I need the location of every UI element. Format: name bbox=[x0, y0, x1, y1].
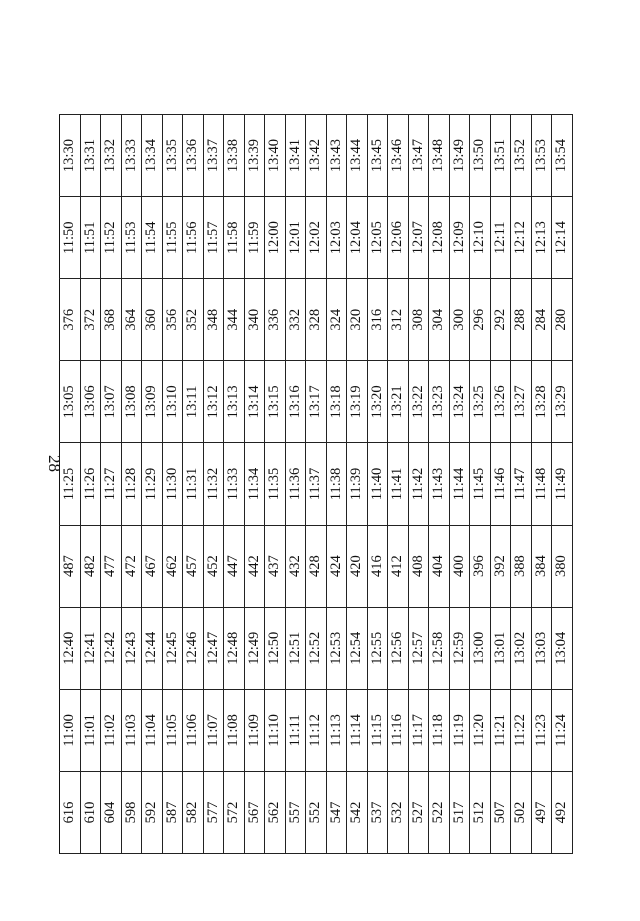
table-cell: 11:37 bbox=[306, 443, 327, 525]
table-cell: 12:58 bbox=[429, 607, 450, 689]
table-cell: 537 bbox=[367, 771, 388, 853]
table-cell: 316 bbox=[367, 279, 388, 361]
table-cell: 477 bbox=[101, 525, 122, 607]
table-cell: 11:30 bbox=[162, 443, 183, 525]
table-cell: 284 bbox=[531, 279, 552, 361]
table-cell: 11:14 bbox=[347, 689, 368, 771]
table-cell: 280 bbox=[552, 279, 573, 361]
table-cell: 13:12 bbox=[203, 361, 224, 443]
table-cell: 582 bbox=[183, 771, 204, 853]
table-cell: 11:50 bbox=[60, 197, 81, 279]
table-cell: 13:45 bbox=[367, 115, 388, 197]
table-cell: 12:02 bbox=[306, 197, 327, 279]
table-cell: 13:00 bbox=[470, 607, 491, 689]
table-row bbox=[347, 115, 368, 854]
table-cell: 462 bbox=[162, 525, 183, 607]
table-cell: 11:31 bbox=[183, 443, 204, 525]
table-cell: 577 bbox=[203, 771, 224, 853]
table-cell: 12:47 bbox=[203, 607, 224, 689]
table-row bbox=[449, 115, 470, 854]
table-row bbox=[429, 115, 450, 854]
table-cell: 11:48 bbox=[531, 443, 552, 525]
table-cell: 288 bbox=[511, 279, 532, 361]
table-row bbox=[80, 115, 101, 854]
table-cell: 11:00 bbox=[60, 689, 81, 771]
table-row bbox=[470, 115, 491, 854]
table-cell: 13:10 bbox=[162, 361, 183, 443]
table-row bbox=[285, 115, 306, 854]
table-cell: 352 bbox=[183, 279, 204, 361]
table-cell: 13:17 bbox=[306, 361, 327, 443]
table-cell: 12:09 bbox=[449, 197, 470, 279]
table-cell: 572 bbox=[224, 771, 245, 853]
table-cell: 13:48 bbox=[429, 115, 450, 197]
table-cell: 13:47 bbox=[408, 115, 429, 197]
table-cell: 11:57 bbox=[203, 197, 224, 279]
table-cell: 497 bbox=[531, 771, 552, 853]
table-row bbox=[511, 115, 532, 854]
table-cell: 13:46 bbox=[388, 115, 409, 197]
table-cell: 420 bbox=[347, 525, 368, 607]
table-cell: 467 bbox=[142, 525, 163, 607]
table-cell: 13:42 bbox=[306, 115, 327, 197]
table-cell: 12:57 bbox=[408, 607, 429, 689]
table-cell: 11:16 bbox=[388, 689, 409, 771]
table-cell: 12:59 bbox=[449, 607, 470, 689]
table-cell: 610 bbox=[80, 771, 101, 853]
table-cell: 11:39 bbox=[347, 443, 368, 525]
table-cell: 368 bbox=[101, 279, 122, 361]
table-row bbox=[490, 115, 511, 854]
table-cell: 13:06 bbox=[80, 361, 101, 443]
table-cell: 388 bbox=[511, 525, 532, 607]
table-cell: 12:10 bbox=[470, 197, 491, 279]
table-cell: 428 bbox=[306, 525, 327, 607]
table-row bbox=[531, 115, 552, 854]
table-cell: 13:04 bbox=[552, 607, 573, 689]
table-cell: 13:18 bbox=[326, 361, 347, 443]
table-cell: 11:05 bbox=[162, 689, 183, 771]
table-cell: 482 bbox=[80, 525, 101, 607]
table-cell: 616 bbox=[60, 771, 81, 853]
table-cell: 13:35 bbox=[162, 115, 183, 197]
table-cell: 11:49 bbox=[552, 443, 573, 525]
table-cell: 522 bbox=[429, 771, 450, 853]
table-cell: 11:01 bbox=[80, 689, 101, 771]
table-cell: 13:53 bbox=[531, 115, 552, 197]
table-cell: 11:33 bbox=[224, 443, 245, 525]
table-cell: 13:36 bbox=[183, 115, 204, 197]
table-row bbox=[162, 115, 183, 854]
table-cell: 532 bbox=[388, 771, 409, 853]
table-cell: 11:45 bbox=[470, 443, 491, 525]
table-cell: 13:22 bbox=[408, 361, 429, 443]
table-cell: 328 bbox=[306, 279, 327, 361]
table-cell: 11:53 bbox=[121, 197, 142, 279]
table-cell: 11:07 bbox=[203, 689, 224, 771]
table-cell: 308 bbox=[408, 279, 429, 361]
table-cell: 11:58 bbox=[224, 197, 245, 279]
table-cell: 13:31 bbox=[80, 115, 101, 197]
table-row bbox=[408, 115, 429, 854]
table-cell: 13:24 bbox=[449, 361, 470, 443]
table-cell: 12:11 bbox=[490, 197, 511, 279]
table-cell: 356 bbox=[162, 279, 183, 361]
table-row bbox=[306, 115, 327, 854]
table-cell: 552 bbox=[306, 771, 327, 853]
table-cell: 13:02 bbox=[511, 607, 532, 689]
table-row bbox=[224, 115, 245, 854]
table-cell: 384 bbox=[531, 525, 552, 607]
table-cell: 13:43 bbox=[326, 115, 347, 197]
table-cell: 13:52 bbox=[511, 115, 532, 197]
table-cell: 12:01 bbox=[285, 197, 306, 279]
table-cell: 11:44 bbox=[449, 443, 470, 525]
table-cell: 13:32 bbox=[101, 115, 122, 197]
table-cell: 304 bbox=[429, 279, 450, 361]
table-cell: 11:56 bbox=[183, 197, 204, 279]
table-row bbox=[326, 115, 347, 854]
table-cell: 12:07 bbox=[408, 197, 429, 279]
table-cell: 11:36 bbox=[285, 443, 306, 525]
table-cell: 11:04 bbox=[142, 689, 163, 771]
table-cell: 13:30 bbox=[60, 115, 81, 197]
table-cell: 13:13 bbox=[224, 361, 245, 443]
table-cell: 340 bbox=[244, 279, 265, 361]
table-cell: 11:18 bbox=[429, 689, 450, 771]
table-cell: 447 bbox=[224, 525, 245, 607]
table-cell: 12:13 bbox=[531, 197, 552, 279]
table-cell: 13:09 bbox=[142, 361, 163, 443]
table-cell: 11:15 bbox=[367, 689, 388, 771]
table-cell: 457 bbox=[183, 525, 204, 607]
table-cell: 11:32 bbox=[203, 443, 224, 525]
table-cell: 13:41 bbox=[285, 115, 306, 197]
table-cell: 11:28 bbox=[121, 443, 142, 525]
table-cell: 452 bbox=[203, 525, 224, 607]
table-cell: 11:03 bbox=[121, 689, 142, 771]
table-cell: 11:27 bbox=[101, 443, 122, 525]
table-cell: 12:42 bbox=[101, 607, 122, 689]
table-cell: 11:46 bbox=[490, 443, 511, 525]
table-cell: 11:41 bbox=[388, 443, 409, 525]
table-cell: 598 bbox=[121, 771, 142, 853]
table-cell: 324 bbox=[326, 279, 347, 361]
table-cell: 12:45 bbox=[162, 607, 183, 689]
table-row bbox=[367, 115, 388, 854]
table-cell: 13:11 bbox=[183, 361, 204, 443]
table-cell: 376 bbox=[60, 279, 81, 361]
table-cell: 432 bbox=[285, 525, 306, 607]
table-cell: 13:15 bbox=[265, 361, 286, 443]
table-row bbox=[121, 115, 142, 854]
table-cell: 11:13 bbox=[326, 689, 347, 771]
table-cell: 11:22 bbox=[511, 689, 532, 771]
table-row bbox=[60, 115, 81, 854]
table-cell: 312 bbox=[388, 279, 409, 361]
table-cell: 13:34 bbox=[142, 115, 163, 197]
table-cell: 13:25 bbox=[470, 361, 491, 443]
table-cell: 557 bbox=[285, 771, 306, 853]
table-cell: 517 bbox=[449, 771, 470, 853]
table-cell: 13:05 bbox=[60, 361, 81, 443]
table-cell: 13:33 bbox=[121, 115, 142, 197]
table-cell: 592 bbox=[142, 771, 163, 853]
table-cell: 12:06 bbox=[388, 197, 409, 279]
table-cell: 12:08 bbox=[429, 197, 450, 279]
table-cell: 11:11 bbox=[285, 689, 306, 771]
table-cell: 12:52 bbox=[306, 607, 327, 689]
table-cell: 13:23 bbox=[429, 361, 450, 443]
table-cell: 13:54 bbox=[552, 115, 573, 197]
table-cell: 13:07 bbox=[101, 361, 122, 443]
table-cell: 11:20 bbox=[470, 689, 491, 771]
table-cell: 492 bbox=[552, 771, 573, 853]
table-cell: 13:03 bbox=[531, 607, 552, 689]
table-cell: 396 bbox=[470, 525, 491, 607]
page-number: 28 bbox=[45, 455, 64, 472]
table-cell: 400 bbox=[449, 525, 470, 607]
table-cell: 11:23 bbox=[531, 689, 552, 771]
table-cell: 12:46 bbox=[183, 607, 204, 689]
table-cell: 13:26 bbox=[490, 361, 511, 443]
table-cell: 364 bbox=[121, 279, 142, 361]
table-cell: 292 bbox=[490, 279, 511, 361]
table-cell: 12:50 bbox=[265, 607, 286, 689]
table-cell: 12:56 bbox=[388, 607, 409, 689]
table-cell: 12:53 bbox=[326, 607, 347, 689]
table-row bbox=[203, 115, 224, 854]
table-cell: 11:52 bbox=[101, 197, 122, 279]
table-cell: 12:04 bbox=[347, 197, 368, 279]
table-cell: 404 bbox=[429, 525, 450, 607]
table-cell: 11:02 bbox=[101, 689, 122, 771]
table-cell: 502 bbox=[511, 771, 532, 853]
table-cell: 507 bbox=[490, 771, 511, 853]
table-cell: 562 bbox=[265, 771, 286, 853]
table-cell: 320 bbox=[347, 279, 368, 361]
table-cell: 11:24 bbox=[552, 689, 573, 771]
table-cell: 12:05 bbox=[367, 197, 388, 279]
table-cell: 11:42 bbox=[408, 443, 429, 525]
table-cell: 13:16 bbox=[285, 361, 306, 443]
table-cell: 336 bbox=[265, 279, 286, 361]
table-cell: 348 bbox=[203, 279, 224, 361]
table-cell: 547 bbox=[326, 771, 347, 853]
table-cell: 437 bbox=[265, 525, 286, 607]
table-row bbox=[552, 115, 573, 854]
table-cell: 11:59 bbox=[244, 197, 265, 279]
table-cell: 11:51 bbox=[80, 197, 101, 279]
table-cell: 412 bbox=[388, 525, 409, 607]
table-cell: 13:20 bbox=[367, 361, 388, 443]
table-cell: 13:19 bbox=[347, 361, 368, 443]
table-cell: 11:25 bbox=[60, 443, 81, 525]
table-cell: 11:38 bbox=[326, 443, 347, 525]
table-cell: 13:38 bbox=[224, 115, 245, 197]
table-cell: 11:08 bbox=[224, 689, 245, 771]
table-cell: 408 bbox=[408, 525, 429, 607]
table-cell: 12:44 bbox=[142, 607, 163, 689]
table-cell: 300 bbox=[449, 279, 470, 361]
table-row bbox=[101, 115, 122, 854]
table-cell: 13:14 bbox=[244, 361, 265, 443]
table-cell: 13:28 bbox=[531, 361, 552, 443]
table-cell: 344 bbox=[224, 279, 245, 361]
table-cell: 12:03 bbox=[326, 197, 347, 279]
table-cell: 13:39 bbox=[244, 115, 265, 197]
table-row bbox=[142, 115, 163, 854]
table-cell: 512 bbox=[470, 771, 491, 853]
table-cell: 11:19 bbox=[449, 689, 470, 771]
table-cell: 11:35 bbox=[265, 443, 286, 525]
table-cell: 12:48 bbox=[224, 607, 245, 689]
table-cell: 13:08 bbox=[121, 361, 142, 443]
table-cell: 296 bbox=[470, 279, 491, 361]
table-cell: 604 bbox=[101, 771, 122, 853]
table-cell: 12:14 bbox=[552, 197, 573, 279]
table-cell: 372 bbox=[80, 279, 101, 361]
table-cell: 11:43 bbox=[429, 443, 450, 525]
table-cell: 13:21 bbox=[388, 361, 409, 443]
table-cell: 12:00 bbox=[265, 197, 286, 279]
table-cell: 13:37 bbox=[203, 115, 224, 197]
table-cell: 13:01 bbox=[490, 607, 511, 689]
table-cell: 13:40 bbox=[265, 115, 286, 197]
table-cell: 12:12 bbox=[511, 197, 532, 279]
table-cell: 11:54 bbox=[142, 197, 163, 279]
table-cell: 11:55 bbox=[162, 197, 183, 279]
table-cell: 472 bbox=[121, 525, 142, 607]
table-cell: 13:29 bbox=[552, 361, 573, 443]
table-cell: 11:09 bbox=[244, 689, 265, 771]
table-cell: 11:34 bbox=[244, 443, 265, 525]
table-cell: 11:10 bbox=[265, 689, 286, 771]
table-cell: 11:12 bbox=[306, 689, 327, 771]
table-cell: 567 bbox=[244, 771, 265, 853]
table-row bbox=[265, 115, 286, 854]
table-cell: 11:06 bbox=[183, 689, 204, 771]
timetable-body bbox=[60, 115, 573, 854]
table-cell: 424 bbox=[326, 525, 347, 607]
table-row bbox=[244, 115, 265, 854]
table-row bbox=[183, 115, 204, 854]
table-cell: 11:21 bbox=[490, 689, 511, 771]
table-cell: 13:50 bbox=[470, 115, 491, 197]
table-cell: 12:40 bbox=[60, 607, 81, 689]
table-cell: 12:55 bbox=[367, 607, 388, 689]
table-cell: 392 bbox=[490, 525, 511, 607]
table-cell: 13:51 bbox=[490, 115, 511, 197]
table-cell: 360 bbox=[142, 279, 163, 361]
table-cell: 13:49 bbox=[449, 115, 470, 197]
table-cell: 12:51 bbox=[285, 607, 306, 689]
table-cell: 587 bbox=[162, 771, 183, 853]
table-cell: 11:17 bbox=[408, 689, 429, 771]
table-cell: 12:43 bbox=[121, 607, 142, 689]
table-cell: 13:44 bbox=[347, 115, 368, 197]
timetable bbox=[59, 114, 573, 854]
table-cell: 11:29 bbox=[142, 443, 163, 525]
table-cell: 442 bbox=[244, 525, 265, 607]
table-cell: 380 bbox=[552, 525, 573, 607]
table-cell: 12:54 bbox=[347, 607, 368, 689]
table-cell: 13:27 bbox=[511, 361, 532, 443]
table-cell: 12:41 bbox=[80, 607, 101, 689]
table-cell: 487 bbox=[60, 525, 81, 607]
table-cell: 12:49 bbox=[244, 607, 265, 689]
table-cell: 542 bbox=[347, 771, 368, 853]
table-cell: 11:40 bbox=[367, 443, 388, 525]
table-cell: 527 bbox=[408, 771, 429, 853]
table-cell: 332 bbox=[285, 279, 306, 361]
table-cell: 11:47 bbox=[511, 443, 532, 525]
table-cell: 416 bbox=[367, 525, 388, 607]
table-row bbox=[388, 115, 409, 854]
table-cell: 11:26 bbox=[80, 443, 101, 525]
